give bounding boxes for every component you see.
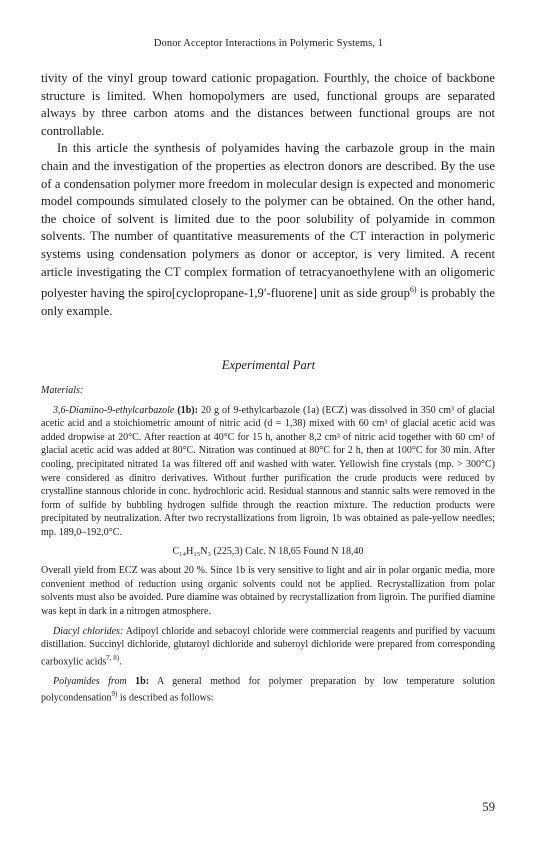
- diacyl-label: Diacyl chlorides:: [53, 625, 124, 637]
- paragraph-text: In this article the synthesis of polyamides having the carbazole group in the main chain and the investigation of the properties as electron donors are described. By the use of a condensation polymer more freedom in molecular design is expected and monomeric model compounds simulated closely to the polymer can be obtained. On the other hand, the choice of solvent is limited due to the poor solubility of polyamide in common solvents. The number of quantitative measurements of the CT interaction in polymeric systems using condensation polymers as donor or acceptor, is very limited. A recent article investigating the CT complex formation of tetracyanoethylene with an oligomeric polyester having the spiro[cyclopropane-1,9′-fluorene] unit as side group: [41, 141, 495, 301]
- polyamides-compound: 1b:: [135, 675, 150, 687]
- experimental-text: [41, 384, 495, 705]
- citation-ref: 7, 8): [106, 653, 120, 662]
- paragraph-article-scope: [41, 140, 495, 320]
- paragraph-text-end: is probably the only example.: [41, 286, 495, 318]
- yield-paragraph: Overall yield from ECZ was about 20 %. Since 1b is very sensitive to light and air in polar organic media, more convenient method of reduction using organic solvents could not be applied. Recrystallization from polar solvents must also be avoided. Pure diamine was obtained by recrystallization from ligroin. The purified diamine was kept in dark in a nitrogen atmosphere.: [41, 565, 495, 617]
- diacyl-text: Adipoyl chloride and sebacoyl chloride were commercial reagents and purified by vacuum distillation. Succinyl dichloride, glutaroyl dichloride and suberoyl dichloride were prepared from corresponding carboxylic acids: [41, 625, 496, 668]
- running-header: Donor Acceptor Interactions in Polymeric Systems, 1: [153, 38, 384, 49]
- polyamides-text: A general method for polymer preparation by low temperature solution polycondensation: [41, 675, 496, 704]
- page-number: 59: [482, 800, 495, 814]
- diamine-procedure: 20 g of 9-ethylcarbazole (1a) (ECZ) was dissolved in 350 cm³ of glacial acetic acid and a stoichiometric amount of nitric acid (d = 1,38) mixed with 60 cm³ of glacial acetic acid was added dropwise at 20°C. After reaction at 40°C for 15 h, another 8,2 cm³ of nitric acid together with 60 cm³ of glacial acetic acid was added at 80°C. Nitration was continued at 80°C for 2 h, then at 100°C for 30 min. After cooling, precipitated nitrated 1a was filtered off and washed with water. Yellowish fine crystals (mp. > 300°C) were considered as dinitro derivatives. Without further purification the crude products were reduced by crystalline stannous chloride in conc. hydrochloric acid. Residual stannous and stannic salts were removed in the form of sulfide by bubbling hydrogen sulfide through the reaction mixture. The reduction products were precipitated by neutralization. After two recrystallizations from ligroin, 1b was obtained as pale-yellow needles; mp. 189,0–192,0°C.: [41, 404, 496, 538]
- paragraph-continuation: tivity of the vinyl group toward cationic propagation. Fourthly, the choice of backbone structure is limited. When homopolymers are used, functional groups are separated always by three carbon atoms and the distances between functional groups are not controllable.: [41, 71, 495, 138]
- section-heading: Experimental Part: [221, 358, 316, 372]
- diacyl-text-end: .: [119, 656, 122, 668]
- citation-ref: 9): [111, 690, 118, 699]
- elemental-analysis: C₁₄H₁₅N₃ (225,3) Calc. N 18,65 Found N 18,40: [172, 545, 364, 557]
- polyamides-text-end: is described as follows:: [117, 692, 214, 704]
- diacyl-chlorides-paragraph: [41, 625, 495, 669]
- diamine-preparation: [41, 404, 495, 540]
- body-text: [41, 70, 495, 321]
- compound-name: 3,6-Diamino-9-ethylcarbazole: [53, 404, 175, 416]
- subsection-label: Materials:: [41, 385, 84, 396]
- compound-label: (1b):: [177, 404, 198, 416]
- polyamides-label: Polyamides from: [53, 675, 127, 687]
- citation-ref: 6): [409, 285, 417, 295]
- polyamides-paragraph: [41, 675, 495, 706]
